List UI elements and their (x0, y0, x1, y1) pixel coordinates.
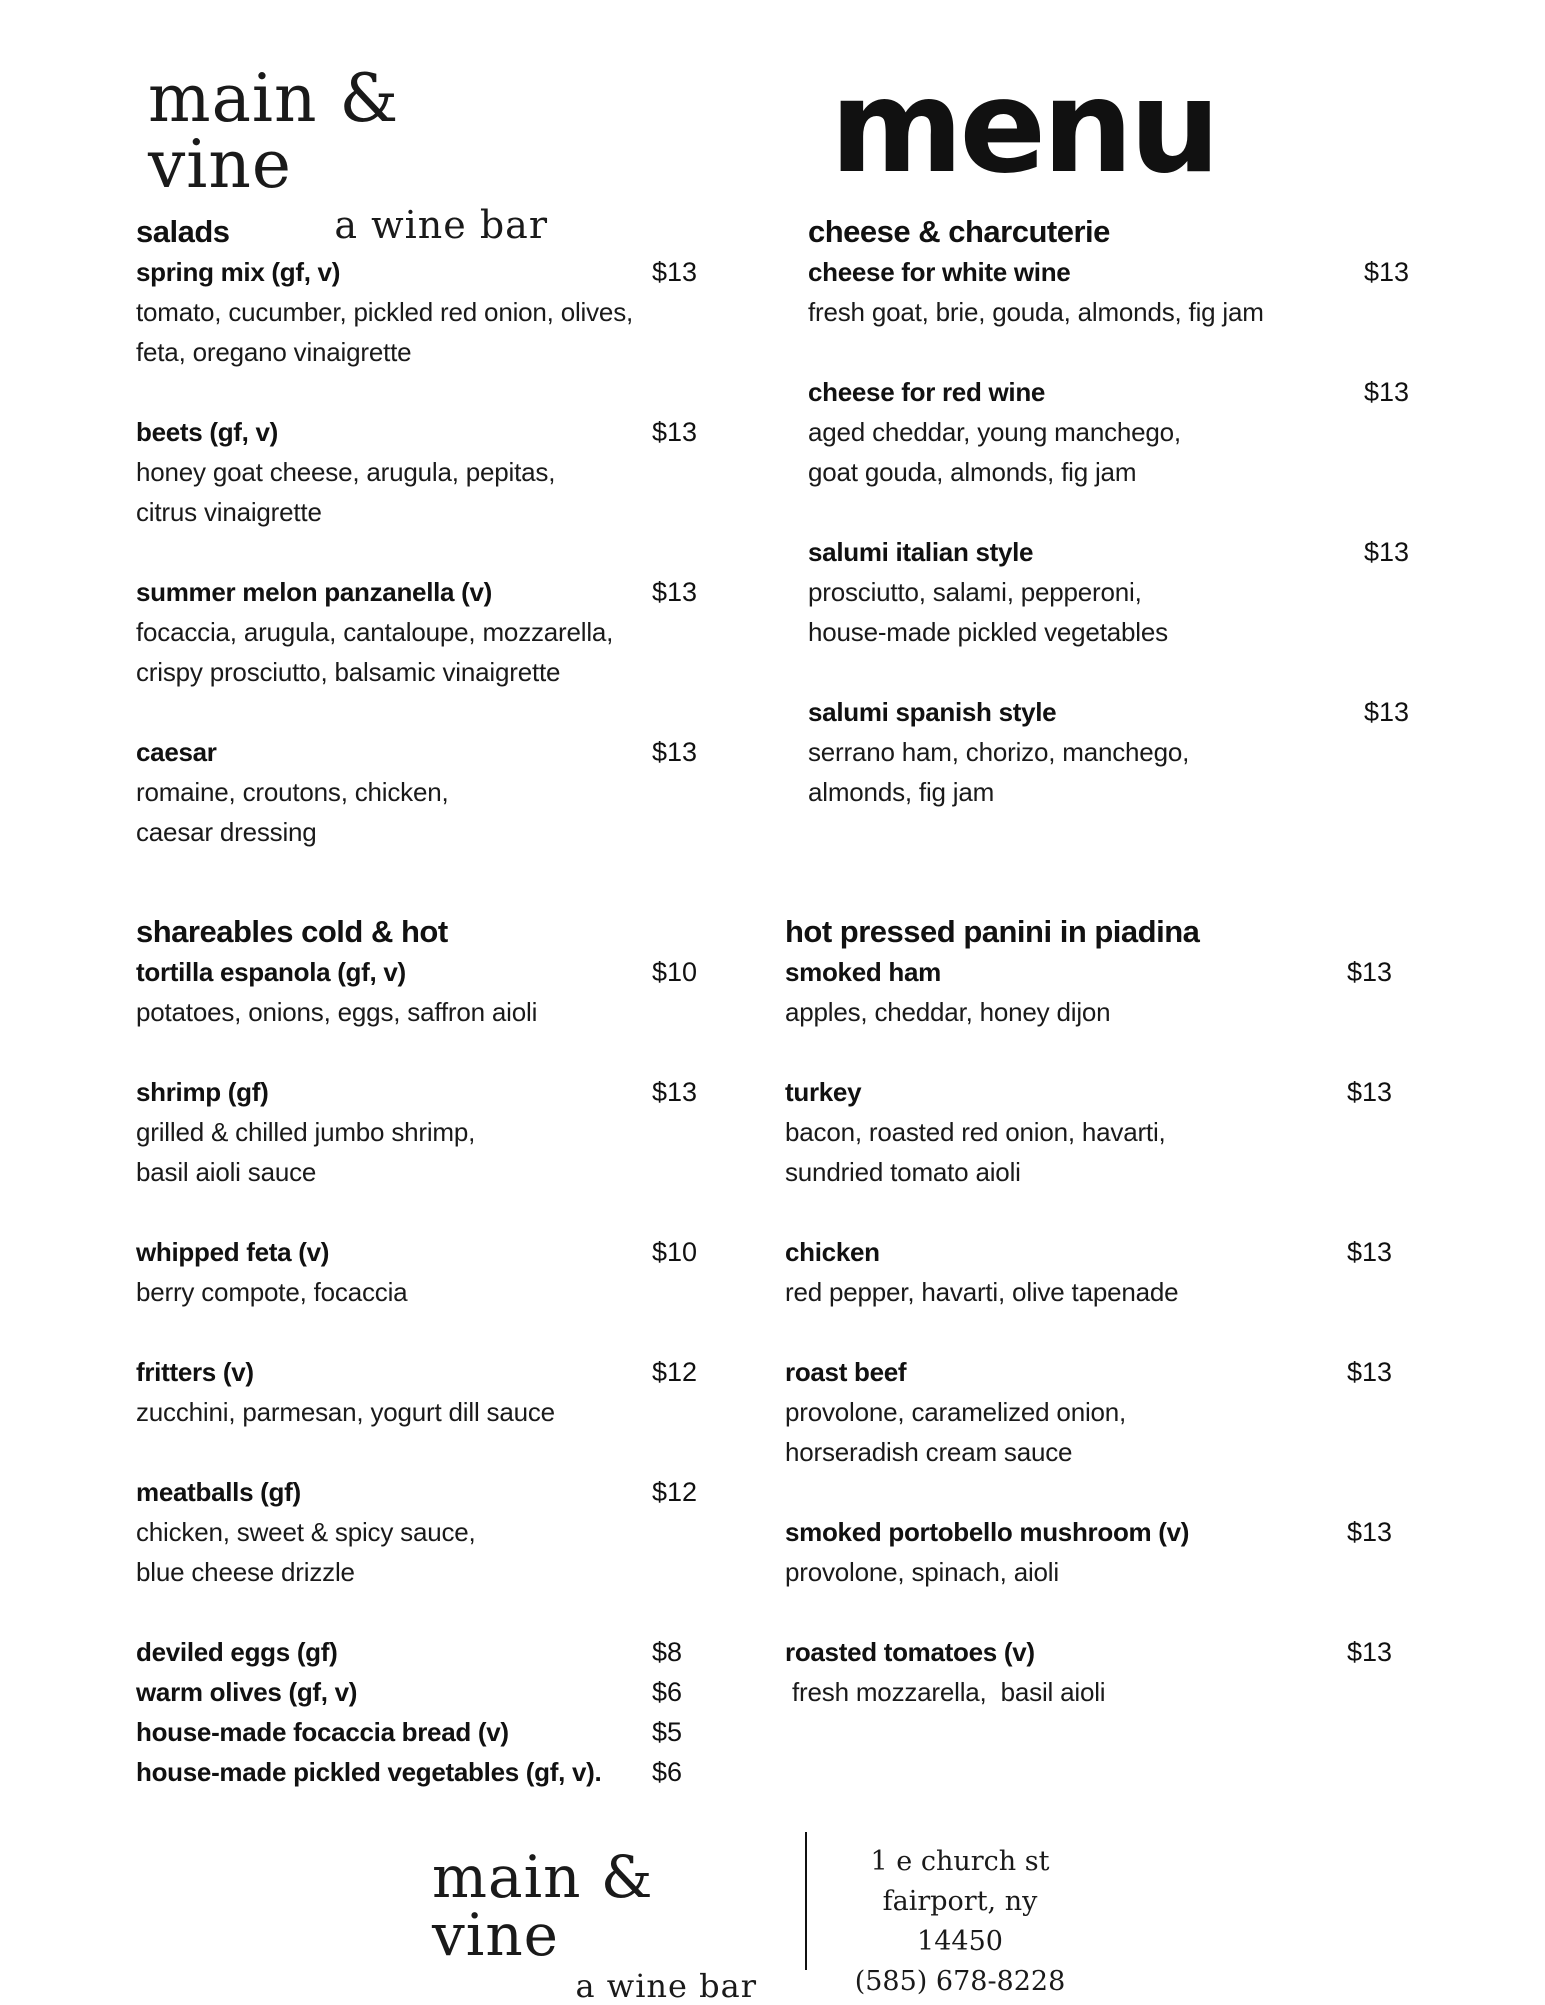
item-desc: horseradish cream sauce (785, 1437, 1073, 1467)
footer-logo (432, 1843, 757, 2005)
item-price: $6 (652, 1757, 683, 1787)
item-name: salumi italian style (808, 537, 1034, 567)
item-desc: red pepper, havarti, olive tapenade (785, 1277, 1179, 1307)
menu-item (785, 1232, 1405, 1312)
item-name: salumi spanish style (808, 697, 1057, 727)
item-desc: fresh mozzarella, basil aioli (785, 1677, 1106, 1707)
menu-item-extra (136, 1632, 696, 1672)
item-price: $12 (652, 1357, 698, 1387)
item-price: $10 (652, 957, 698, 987)
menu-item (808, 252, 1418, 332)
menu-item (136, 252, 696, 372)
item-price: $13 (652, 737, 698, 767)
item-price: $13 (652, 257, 698, 287)
item-name: house-made focaccia bread (v) (136, 1717, 509, 1747)
item-price: $10 (652, 1237, 698, 1267)
item-name: smoked portobello mushroom (v) (785, 1517, 1190, 1547)
item-name: roasted tomatoes (v) (785, 1637, 1035, 1667)
item-desc: citrus vinaigrette (136, 497, 322, 527)
section-heading: hot pressed panini in piadina (785, 914, 1200, 949)
menu-item (785, 952, 1405, 1032)
section-cheese-charcuterie (808, 212, 1418, 812)
menu-item (785, 1632, 1405, 1712)
item-price: $6 (652, 1677, 683, 1707)
section-heading: salads (136, 214, 230, 249)
item-desc: tomato, cucumber, pickled red onion, olives, (136, 297, 634, 327)
item-desc: berry compote, focaccia (136, 1277, 408, 1307)
menu-item-extra (136, 1752, 696, 1792)
item-desc: blue cheese drizzle (136, 1557, 355, 1587)
item-price: $12 (652, 1477, 698, 1507)
item-name: spring mix (gf, v) (136, 257, 341, 287)
item-price: $13 (1364, 257, 1410, 287)
item-price: $8 (652, 1637, 683, 1667)
item-price: $13 (1347, 1637, 1393, 1667)
item-price: $13 (1347, 1517, 1393, 1547)
item-desc: serrano ham, chorizo, manchego, (808, 737, 1190, 767)
item-desc: provolone, caramelized onion, (785, 1397, 1127, 1427)
item-desc: sundried tomato aioli (785, 1157, 1021, 1187)
item-name: fritters (v) (136, 1357, 254, 1387)
item-price: $13 (652, 417, 698, 447)
item-name: meatballs (gf) (136, 1477, 301, 1507)
page-title: menu (830, 53, 1217, 202)
menu-item (785, 1352, 1405, 1472)
item-desc: honey goat cheese, arugula, pepitas, (136, 457, 556, 487)
address-block (840, 1842, 1080, 2002)
item-desc: prosciutto, salami, pepperoni, (808, 577, 1142, 607)
item-desc: caesar dressing (136, 817, 317, 847)
item-desc: goat gouda, almonds, fig jam (808, 457, 1137, 487)
item-name: roast beef (785, 1357, 907, 1387)
item-price: $13 (652, 577, 698, 607)
item-desc: aged cheddar, young manchego, (808, 417, 1181, 447)
item-desc: grilled & chilled jumbo shrimp, (136, 1117, 476, 1147)
brand-tagline: a wine bar (575, 1967, 757, 2005)
menu-item (136, 1072, 696, 1192)
section-salads (136, 212, 696, 852)
brand-name: main & vine (432, 1843, 654, 1969)
item-price: $13 (1364, 537, 1410, 567)
item-price: $13 (1347, 1357, 1393, 1387)
item-desc: provolone, spinach, aioli (785, 1557, 1059, 1587)
menu-item (808, 692, 1418, 812)
item-name: warm olives (gf, v) (136, 1677, 358, 1707)
menu-item (136, 1472, 696, 1592)
item-desc: bacon, roasted red onion, havarti, (785, 1117, 1166, 1147)
address-street: 1 e church st (870, 1846, 1050, 1877)
menu-item (808, 532, 1418, 652)
address-city: fairport, ny 14450 (882, 1886, 1038, 1957)
menu-item (136, 412, 696, 532)
menu-item-extra (136, 1712, 696, 1752)
section-shareables (136, 912, 696, 1792)
item-name: smoked ham (785, 957, 941, 987)
menu-item (136, 732, 696, 852)
item-name: cheese for white wine (808, 257, 1071, 287)
address-phone: (585) 678-8228 (854, 1966, 1066, 1997)
item-desc: zucchini, parmesan, yogurt dill sauce (136, 1397, 555, 1427)
item-price: $13 (652, 1077, 698, 1107)
item-price: $13 (1364, 377, 1410, 407)
item-name: whipped feta (v) (136, 1237, 330, 1267)
item-name: summer melon panzanella (v) (136, 577, 493, 607)
item-name: tortilla espanola (gf, v) (136, 957, 406, 987)
item-price: $13 (1347, 1237, 1393, 1267)
item-desc: apples, cheddar, honey dijon (785, 997, 1111, 1027)
item-name: cheese for red wine (808, 377, 1046, 407)
item-desc: romaine, croutons, chicken, (136, 777, 449, 807)
item-desc: basil aioli sauce (136, 1157, 317, 1187)
menu-item (136, 952, 696, 1032)
menu-item (808, 372, 1418, 492)
section-panini (785, 912, 1405, 1712)
item-name: shrimp (gf) (136, 1077, 269, 1107)
section-heading: cheese & charcuterie (808, 214, 1110, 249)
brand-name: main & vine (148, 60, 400, 203)
item-name: caesar (136, 737, 217, 767)
item-name: chicken (785, 1237, 880, 1267)
item-desc: house-made pickled vegetables (808, 617, 1168, 647)
item-desc: chicken, sweet & spicy sauce, (136, 1517, 476, 1547)
item-name: turkey (785, 1077, 862, 1107)
item-name: beets (gf, v) (136, 417, 279, 447)
item-name: deviled eggs (gf) (136, 1637, 338, 1667)
item-price: $5 (652, 1717, 683, 1747)
item-desc: fresh goat, brie, gouda, almonds, fig jam (808, 297, 1264, 327)
brand-tagline: a wine bar (334, 203, 548, 247)
menu-item-extra (136, 1672, 696, 1712)
item-price: $13 (1347, 957, 1393, 987)
item-desc: focaccia, arugula, cantaloupe, mozzarella, (136, 617, 614, 647)
menu-item (136, 1352, 696, 1432)
item-price: $13 (1364, 697, 1410, 727)
menu-item (136, 1232, 696, 1312)
section-heading: shareables cold & hot (136, 914, 448, 949)
menu-item (785, 1512, 1405, 1592)
item-desc: crispy prosciutto, balsamic vinaigrette (136, 657, 561, 687)
item-price: $13 (1347, 1077, 1393, 1107)
item-desc: almonds, fig jam (808, 777, 995, 807)
item-desc: potatoes, onions, eggs, saffron aioli (136, 997, 538, 1027)
item-desc: feta, oregano vinaigrette (136, 337, 412, 367)
menu-item (785, 1072, 1405, 1192)
menu-item (136, 572, 696, 692)
item-name: house-made pickled vegetables (gf, v). (136, 1757, 602, 1787)
footer-divider (805, 1832, 807, 1970)
